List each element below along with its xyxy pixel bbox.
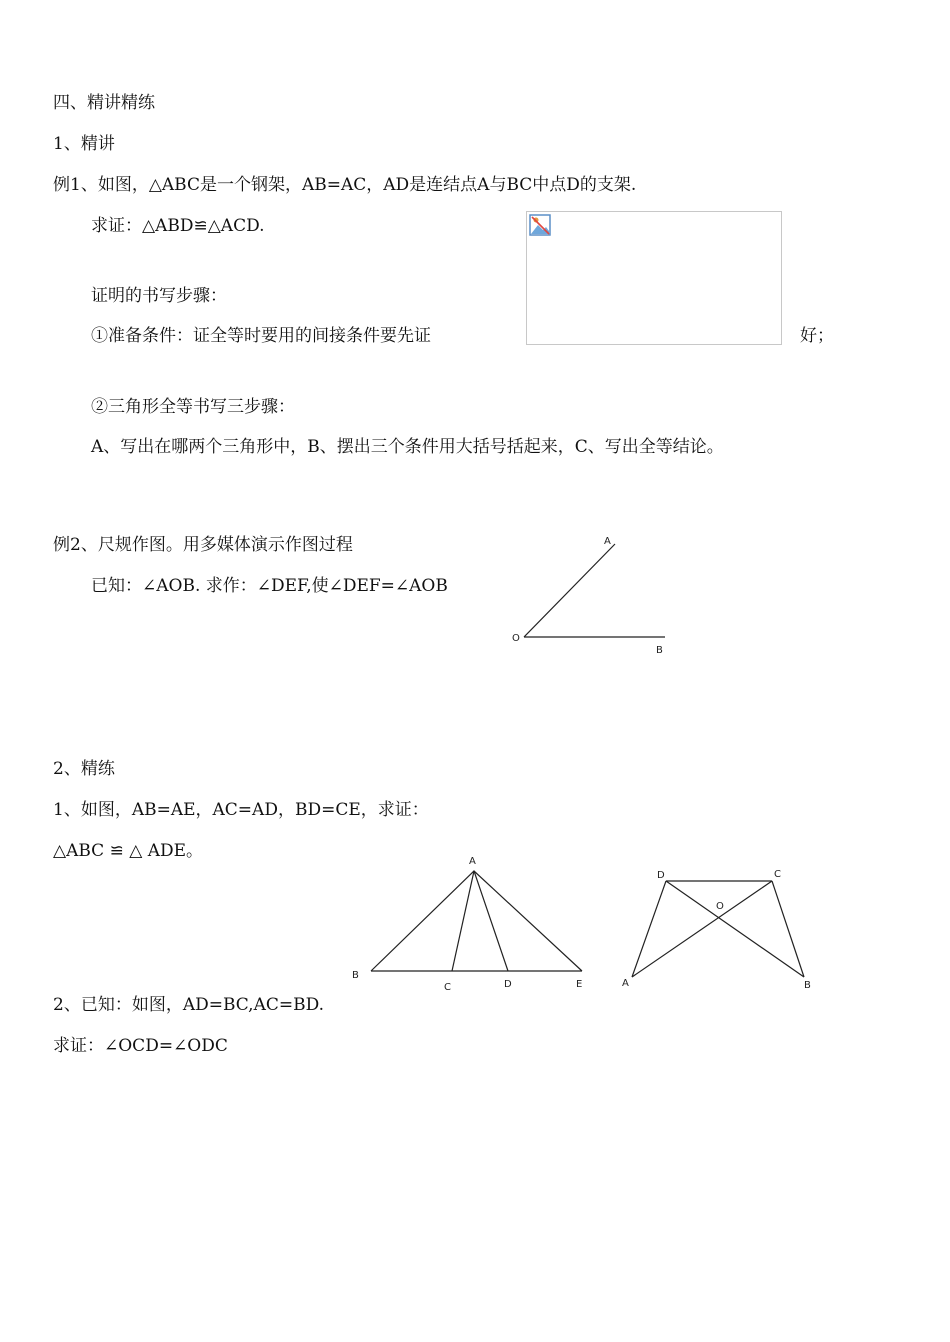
label-a: A [622, 978, 629, 989]
part2-title: 2、精练 [53, 759, 115, 779]
part1-title: 1、精讲 [53, 134, 115, 154]
label-o: O [512, 633, 520, 644]
step1-end: 好； [800, 326, 834, 346]
segment-da [632, 881, 666, 977]
example1-prove: 求证：△ABD≌△ACD. [91, 216, 265, 236]
ray-oa [524, 544, 615, 637]
label-e: E [576, 979, 583, 990]
label-b: B [804, 980, 811, 991]
exercise2-prove: 求证：∠OCD=∠ODC [53, 1036, 228, 1056]
exercise1-conclusion: △ABC ≌ △ ADE。 [53, 841, 204, 861]
step1-text: ①准备条件：证全等时要用的间接条件要先证 [91, 326, 431, 346]
step2-detail: A、写出在哪两个三角形中，B、摆出三个条件用大括号括起来，C、写出全等结论。 [91, 437, 724, 457]
step2-text: ②三角形全等书写三步骤： [91, 397, 295, 417]
image-placeholder [526, 211, 782, 345]
label-c: C [444, 982, 451, 993]
label-c: C [774, 869, 781, 880]
broken-image-icon [529, 214, 551, 241]
label-a: A [604, 536, 611, 547]
segment-db [666, 881, 804, 977]
label-b: B [352, 970, 359, 981]
quadrilateral-figure [615, 860, 825, 995]
example2-given: 已知：∠AOB. 求作：∠DEF,使∠DEF=∠AOB [91, 576, 448, 596]
steps-title: 证明的书写步骤： [91, 286, 227, 306]
label-d: D [504, 979, 512, 990]
segment-cb [772, 881, 804, 977]
label-d: D [657, 870, 665, 881]
segment-ac [452, 871, 474, 971]
label-a: A [469, 856, 476, 867]
label-o: O [716, 901, 724, 912]
segment-ac [632, 881, 772, 977]
triangle-sides [371, 871, 582, 971]
exercise2-text: 2、已知：如图，AD=BC,AC=BD. [53, 995, 325, 1015]
label-b: B [656, 645, 663, 656]
example1-text: 例1、如图，△ABC是一个钢架，AB=AC，AD是连结点A与BC中点D的支架. [53, 175, 637, 195]
example2-text: 例2、尺规作图。用多媒体演示作图过程 [53, 535, 353, 555]
angle-aob-figure [505, 530, 675, 660]
section-title: 四、精讲精练 [53, 93, 155, 113]
triangle-abcde-figure [345, 850, 595, 995]
exercise1-text: 1、如图，AB=AE，AC=AD，BD=CE，求证： [53, 800, 429, 820]
